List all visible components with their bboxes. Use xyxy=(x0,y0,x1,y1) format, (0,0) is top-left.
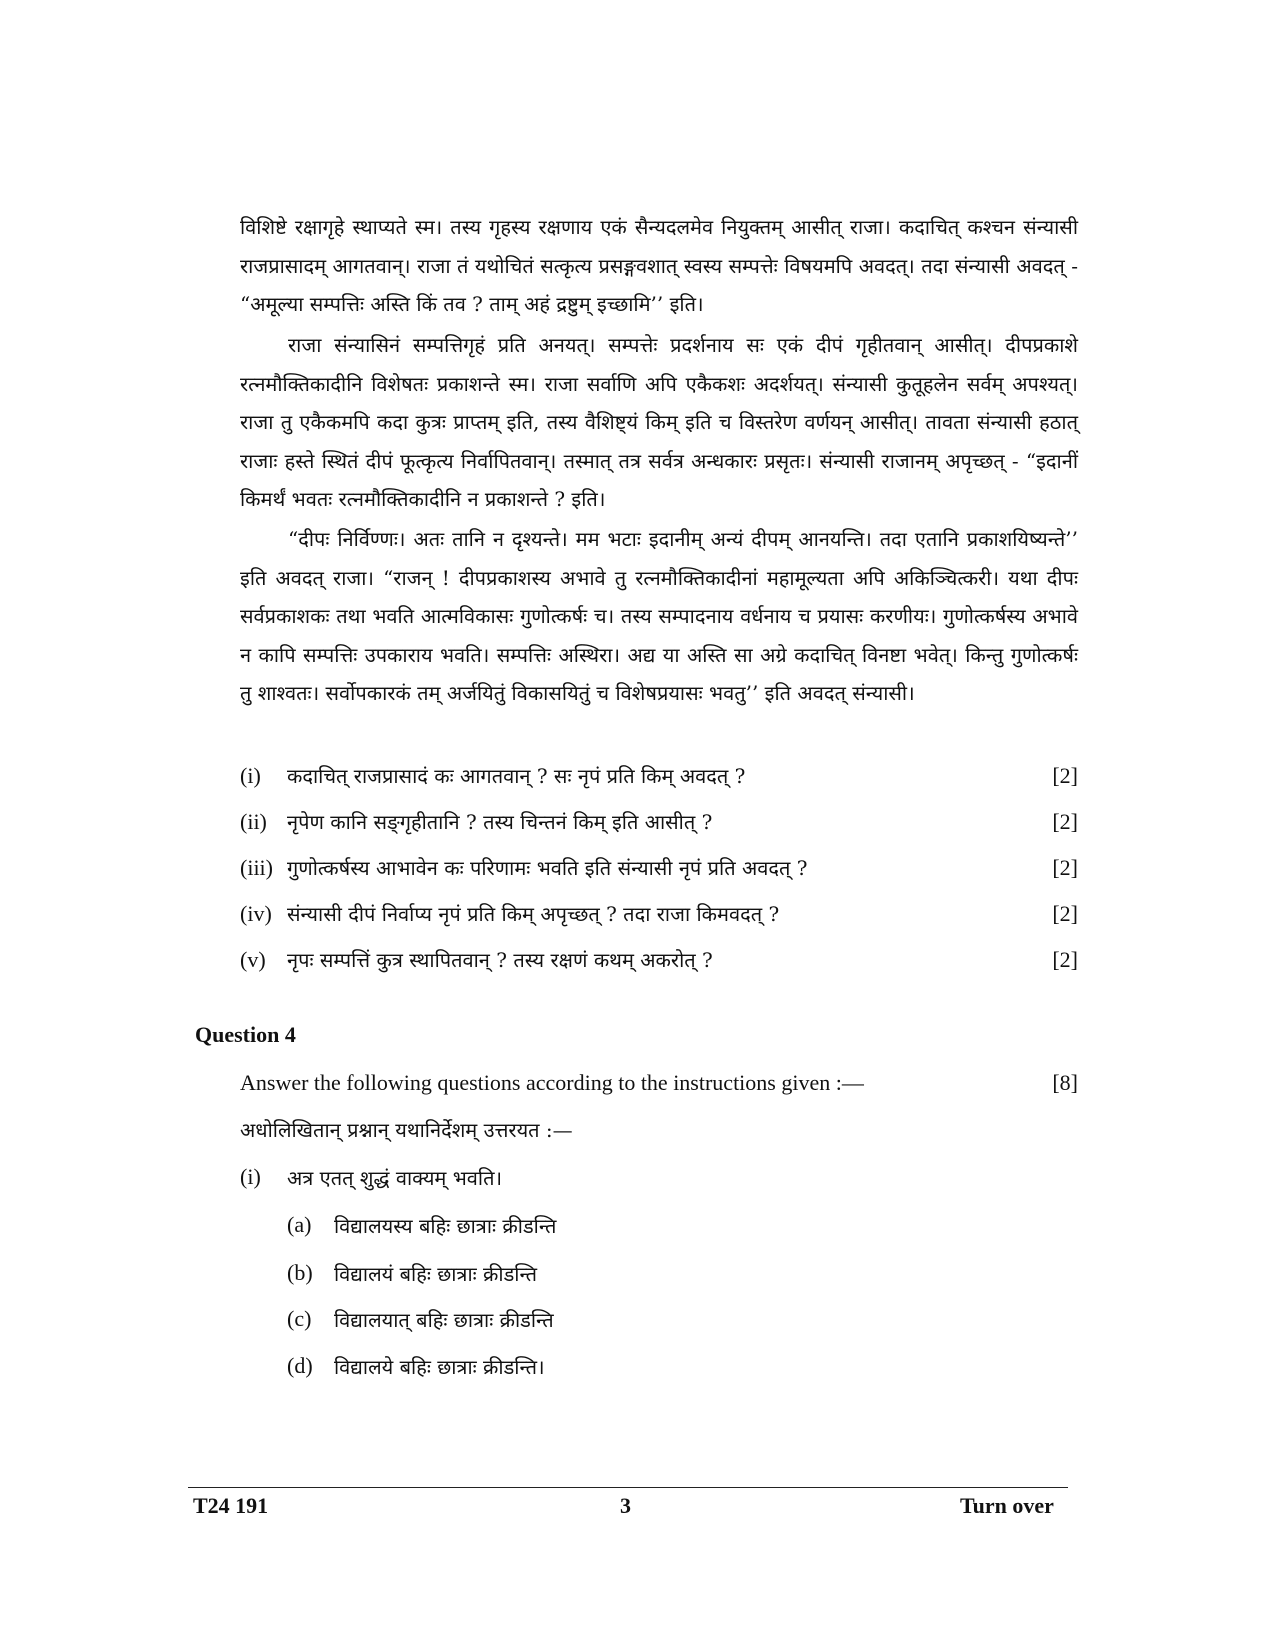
question-marks: [2] xyxy=(1052,855,1078,880)
instruction-english: Answer the following questions according to the instructions given :— xyxy=(240,1070,864,1095)
question-number: (iii) xyxy=(240,855,273,880)
question-number: (ii) xyxy=(240,809,267,834)
option-label: (b) xyxy=(287,1260,313,1285)
option-item xyxy=(287,1306,887,1342)
question-text: गुणोत्कर्षस्य आभावेन कः परिणामः भवति इति संन्यासी नृपं प्रति अवदत् ? xyxy=(287,856,808,880)
option-label: (a) xyxy=(287,1212,312,1237)
question-row xyxy=(240,803,1078,841)
option-text: विद्यालयात् बहिः छात्राः क्रीडन्ति xyxy=(334,1308,554,1332)
footer-divider xyxy=(188,1487,1068,1488)
paper-code: T24 191 xyxy=(193,1493,269,1518)
question-row xyxy=(240,941,1078,979)
option-text: विद्यालयं बहिः छात्राः क्रीडन्ति xyxy=(334,1262,538,1286)
option-text: विद्यालये बहिः छात्राः क्रीडन्ति। xyxy=(334,1355,545,1379)
question-marks: [2] xyxy=(1052,809,1078,834)
page-number: 3 xyxy=(620,1493,631,1518)
passage-paragraph-1: विशिष्टे रक्षागृहे स्थाप्यते स्म। तस्य गृहस्य रक्षणाय एकं सैन्यदलमेव नियुक्तम् आसीत् राजा। कदाचित् कश्चन संन्यासी राजप्रासादम् आगतवान्। राजा तं यथोचितं सत्कृत्य प्रसङ्गवशात् स्वस्य सम्पत्तेः विषयमपि अवदत्। तदा संन्यासी अवदत् - “अमूल्या सम्पत्तिः अस्ति किं तव ? ताम् अहं द्रष्टुम् इच्छामि’’ इति। xyxy=(240,215,1078,316)
question-number: (v) xyxy=(240,947,266,972)
question-marks: [2] xyxy=(1052,901,1078,926)
question-4-marks: [8] xyxy=(1052,1070,1078,1095)
passage-paragraph-3: “दीपः निर्विण्णः। अतः तानि न दृश्यन्ते। मम भटाः इदानीम् अन्यं दीपम् आनयन्ति। तदा एतानि प्रकाशयिष्यन्ते’’ इति अवदत् राजा। “राजन् ! दीपप्रकाशस्य अभावे तु रत्नमौक्तिकादीनां महामूल्यता अपि अकिञ्चित्करी। यथा दीपः सर्वप्रकाशकः तथा भवति आत्मविकासः गुणोत्कर्षः च। तस्य सम्पादनाय वर्धनाय च प्रयासः करणीयः। गुणोत्कर्षस्य अभावे न कापि सम्पत्तिः उपकाराय भवति। सम्पत्तिः अस्थिरा। अद्य या अस्ति सा अग्रे कदाचित् विनष्टा भवेत्। किन्तु गुणोत्कर्षः तु शाश्वतः। सर्वोपकारकं तम् अर्जयितुं विकासयितुं च विशेषप्रयासः भवतु’’ इति अवदत् संन्यासी। xyxy=(240,527,1078,705)
option-label: (d) xyxy=(287,1353,313,1378)
sub-question-number: (i) xyxy=(240,1164,261,1189)
option-label: (c) xyxy=(287,1306,312,1331)
question-text: संन्यासी दीपं निर्वाप्य नृपं प्रति किम् अपृच्छत् ? तदा राजा किमवदत् ? xyxy=(287,902,780,926)
instruction-sanskrit: अधोलिखितान् प्रश्नान् यथानिर्देशम् उत्तरयत :— xyxy=(240,1118,573,1142)
option-item xyxy=(287,1353,887,1389)
passage-paragraph-2: राजा संन्यासिनं सम्पत्तिगृहं प्रति अनयत्। सम्पत्तेः प्रदर्शनाय सः एकं दीपं गृहीतवान् आसीत्। दीपप्रकाशे रत्नमौक्तिकादीनि विशेषतः प्रकाशन्ते स्म। राजा सर्वाणि अपि एकैकशः अदर्शयत्। संन्यासी कुतूहलेन सर्वम् अपश्यत्। राजा तु एकैकमपि कदा कुत्रः प्राप्तम् इति, तस्य वैशिष्ट्यं किम् इति च विस्तरेण वर्णयन् आसीत्। तावता संन्यासी हठात् राजाः हस्ते स्थितं दीपं फूत्कृत्य निर्वापितवान्। तस्मात् तत्र सर्वत्र अन्धकारः प्रसृतः। संन्यासी राजानम् अपृच्छत् - “इदानीं किमर्थं भवतः रत्नमौक्तिकादीनि न प्रकाशन्ते ? इति। xyxy=(240,333,1078,511)
option-item xyxy=(287,1212,887,1248)
question-text: नृपेण कानि सङ्गृहीतानि ? तस्य चिन्तनं किम् इति आसीत् ? xyxy=(287,810,713,834)
question-row xyxy=(240,895,1078,933)
question-number: (i) xyxy=(240,763,261,788)
question-text: कदाचित् राजप्रासादं कः आगतवान् ? सः नृपं प्रति किम् अवदत् ? xyxy=(287,764,746,788)
question-4-heading: Question 4 xyxy=(195,1022,296,1047)
question-row xyxy=(240,757,1078,795)
question-marks: [2] xyxy=(1052,947,1078,972)
sub-question-text: अत्र एतत् शुद्धं वाक्यम् भवति। xyxy=(287,1166,503,1190)
question-row xyxy=(240,849,1078,887)
turn-over-label: Turn over xyxy=(960,1493,1054,1518)
question-text: नृपः सम्पत्तिं कुत्र स्थापितवान् ? तस्य रक्षणं कथम् अकरोत् ? xyxy=(287,948,713,972)
option-item xyxy=(287,1260,887,1296)
question-number: (iv) xyxy=(240,901,272,926)
option-text: विद्यालयस्य बहिः छात्राः क्रीडन्ति xyxy=(334,1214,557,1238)
question-marks: [2] xyxy=(1052,763,1078,788)
